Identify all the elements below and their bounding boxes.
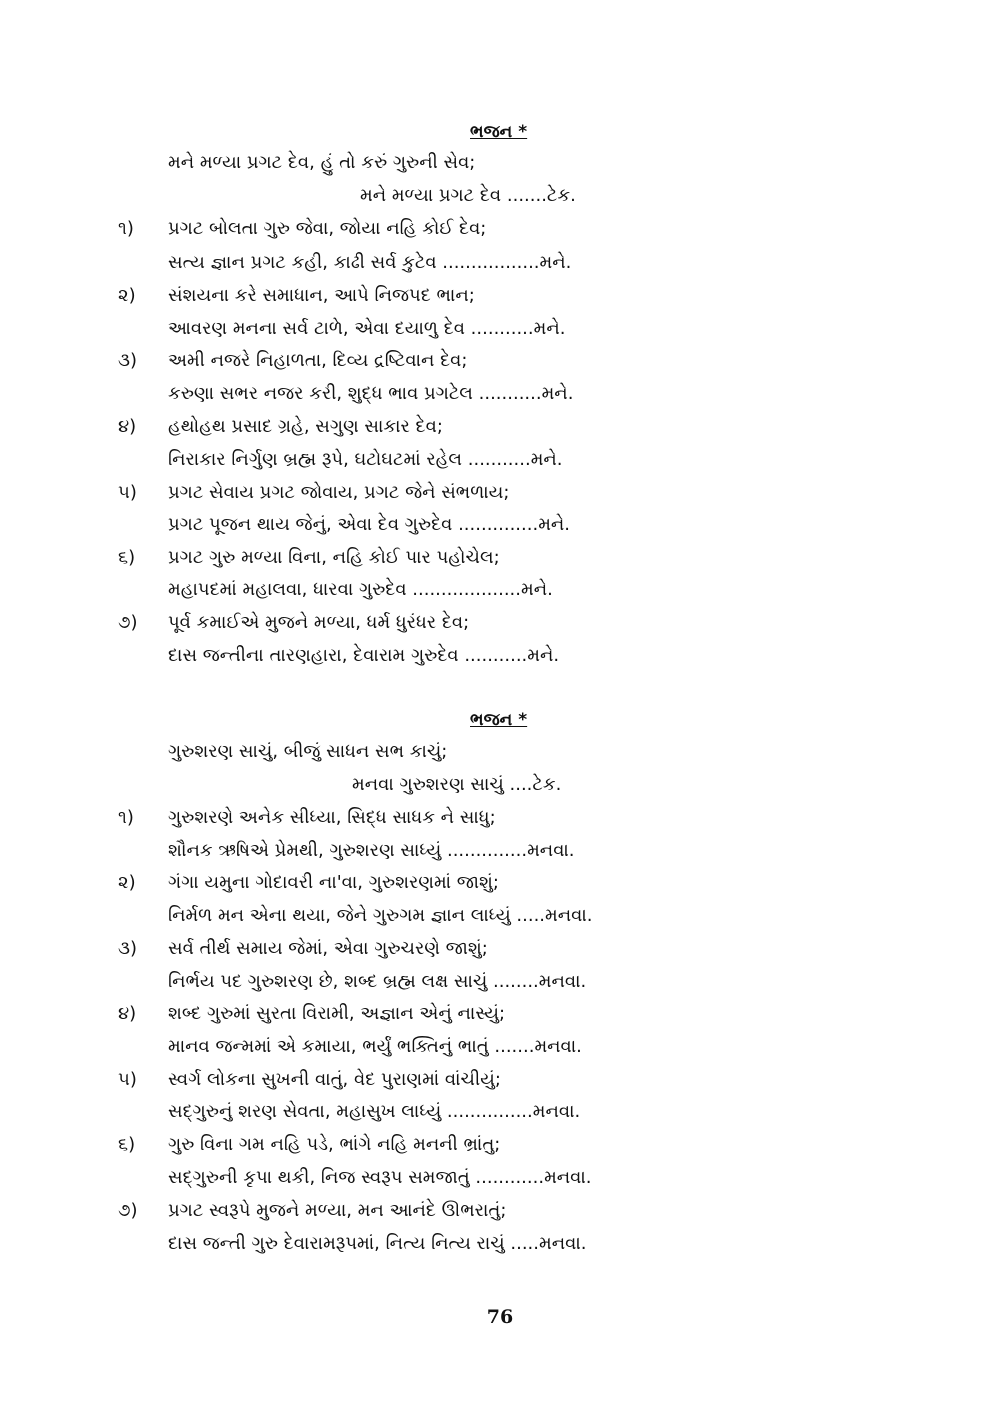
verse-line: સ્વર્ગ લોકના સુખની વાતું, વેદ પુરાણમાં વાંચીયું; <box>168 1069 501 1090</box>
verse-line: પ્રગટ સેવાય પ્રગટ જોવાય, પ્રગટ જેને સંભળાય; <box>168 482 510 503</box>
verse-number: ૨) <box>118 285 136 306</box>
verse-line: ગુરુશરણે અનેક સીધ્યા, સિદ્ધ સાધક ને સાધુ; <box>168 807 496 828</box>
bhajan-2-tek: મનવા ગુરુશરણ સાચું ....ટેક. <box>352 774 562 795</box>
verse-number: ૬) <box>118 1134 136 1155</box>
verse-line: અમી નજરે નિહાળતા, દિવ્ય દ્રષ્ટિવાન દેવ; <box>168 350 468 371</box>
verse-line: સદ્ગુરુની કૃપા થકી, નિજ સ્વરૂપ સમજાતું ............મનવા. <box>168 1167 592 1188</box>
verse-line: સંશયના કરે સમાધાન, આપે નિજપદ ભાન; <box>168 285 475 306</box>
verse-number: ૧) <box>118 807 134 828</box>
verse-number: ૪) <box>118 1003 137 1024</box>
verse-number: ૨) <box>118 872 136 893</box>
verse-line: શબ્દ ગુરુમાં સુરતા વિરામી, અજ્ઞાન એનું નાસ્યું; <box>168 1003 506 1024</box>
verse-line: પ્રગટ સ્વરૂપે મુજને મળ્યા, મન આનંદે ઊભરાતું; <box>168 1200 507 1221</box>
verse-number: ૩) <box>118 938 138 959</box>
verse-line: સદ્ગુરુનું શરણ સેવતા, મહાસુખ લાધ્યું ...............મનવા. <box>168 1101 581 1122</box>
verse-line: ગુરુ વિના ગમ નહિ પડે, ભાંગે નહિ મનની ભ્રાંતુ; <box>168 1134 501 1155</box>
verse-line: સત્ય જ્ઞાન પ્રગટ કહી, કાઢી સર્વ કુટેવ .................મને. <box>168 252 572 273</box>
verse-number: ૧) <box>118 218 134 239</box>
verse-line: હથોહથ પ્રસાદ ગ્રહે, સગુણ સાકાર દેવ; <box>168 416 443 437</box>
verse-number: ૭) <box>118 1200 138 1221</box>
verse-line: ગંગા યમુના ગોદાવરી ના'વા, ગુરુશરણમાં જાશું; <box>168 872 499 893</box>
bhajan-1-tek: મને મળ્યા પ્રગટ દેવ .......ટેક. <box>360 185 576 206</box>
verse-line: મહાપદમાં મહાલવા, ધારવા ગુરુદેવ ...................મને. <box>168 579 553 600</box>
verse-line: માનવ જન્મમાં એ કમાયા, ભર્યું ભક્તિનું ભાતું .......મનવા. <box>168 1036 582 1057</box>
verse-line: પ્રગટ પૂજન થાય જેનું, એવા દેવ ગુરુદેવ ..............મને. <box>168 514 571 535</box>
verse-line: પ્રગટ બોલતા ગુરુ જેવા, જોયા નહિ કોઈ દેવ; <box>168 218 487 239</box>
verse-line: પ્રગટ ગુરુ મળ્યા વિના, નહિ કોઈ પાર પહોચેલ; <box>168 547 500 568</box>
bhajan-2-title: ભજન * <box>470 710 528 730</box>
bhajan-2-refrain: ગુરુશરણ સાચું, બીજું સાધન સભ કાચું; <box>168 741 448 762</box>
verse-line: દાસ જન્તીના તારણહારા, દેવારામ ગુરુદેવ ...........મને. <box>168 645 560 666</box>
verse-line: શૌનક ઋષિએ પ્રેમથી, ગુરુશરણ સાધ્યું ..............મનવા. <box>168 840 575 861</box>
verse-number: ૭) <box>118 612 138 633</box>
verse-line: પૂર્વ કમાઈએ મુજને મળ્યા, ધર્મ ધુરંધર દેવ; <box>168 612 470 633</box>
verse-number: ૫) <box>118 482 137 503</box>
verse-line: નિર્ભય પદ ગુરુશરણ છે, શબ્દ બ્રહ્મ લક્ષ સાચું ........મનવા. <box>168 971 587 992</box>
bhajan-1-refrain: મને મળ્યા પ્રગટ દેવ, હું તો કરું ગુરુની સેવ; <box>168 152 476 173</box>
verse-line: દાસ જન્તી ગુરુ દેવારામરૂપમાં, નિત્ય નિત્ય રાચું .....મનવા. <box>168 1233 587 1254</box>
verse-line: આવરણ મનના સર્વ ટાળે, એવા દયાળુ દેવ ...........મને. <box>168 318 566 339</box>
bhajan-1-title: ભજન * <box>470 122 528 142</box>
verse-number: ૩) <box>118 350 138 371</box>
verse-line: કરુણા સભર નજર કરી, શુદ્ધ ભાવ પ્રગટેલ ...........મને. <box>168 383 574 404</box>
verse-line: સર્વ તીર્થ સમાય જેમાં, એવા ગુરુચરણે જાશું; <box>168 938 488 959</box>
verse-number: ૪) <box>118 416 137 437</box>
page-number: 76 <box>486 1306 514 1328</box>
verse-line: નિર્મળ મન એના થયા, જેને ગુરુગમ જ્ઞાન લાધ્યું .....મનવા. <box>168 905 593 926</box>
verse-line: નિરાકાર નિર્ગુણ બ્રહ્મ રૂપે, ઘટોઘટમાં રહેલ ...........મને. <box>168 449 563 470</box>
verse-number: ૬) <box>118 547 136 568</box>
verse-number: ૫) <box>118 1069 137 1090</box>
